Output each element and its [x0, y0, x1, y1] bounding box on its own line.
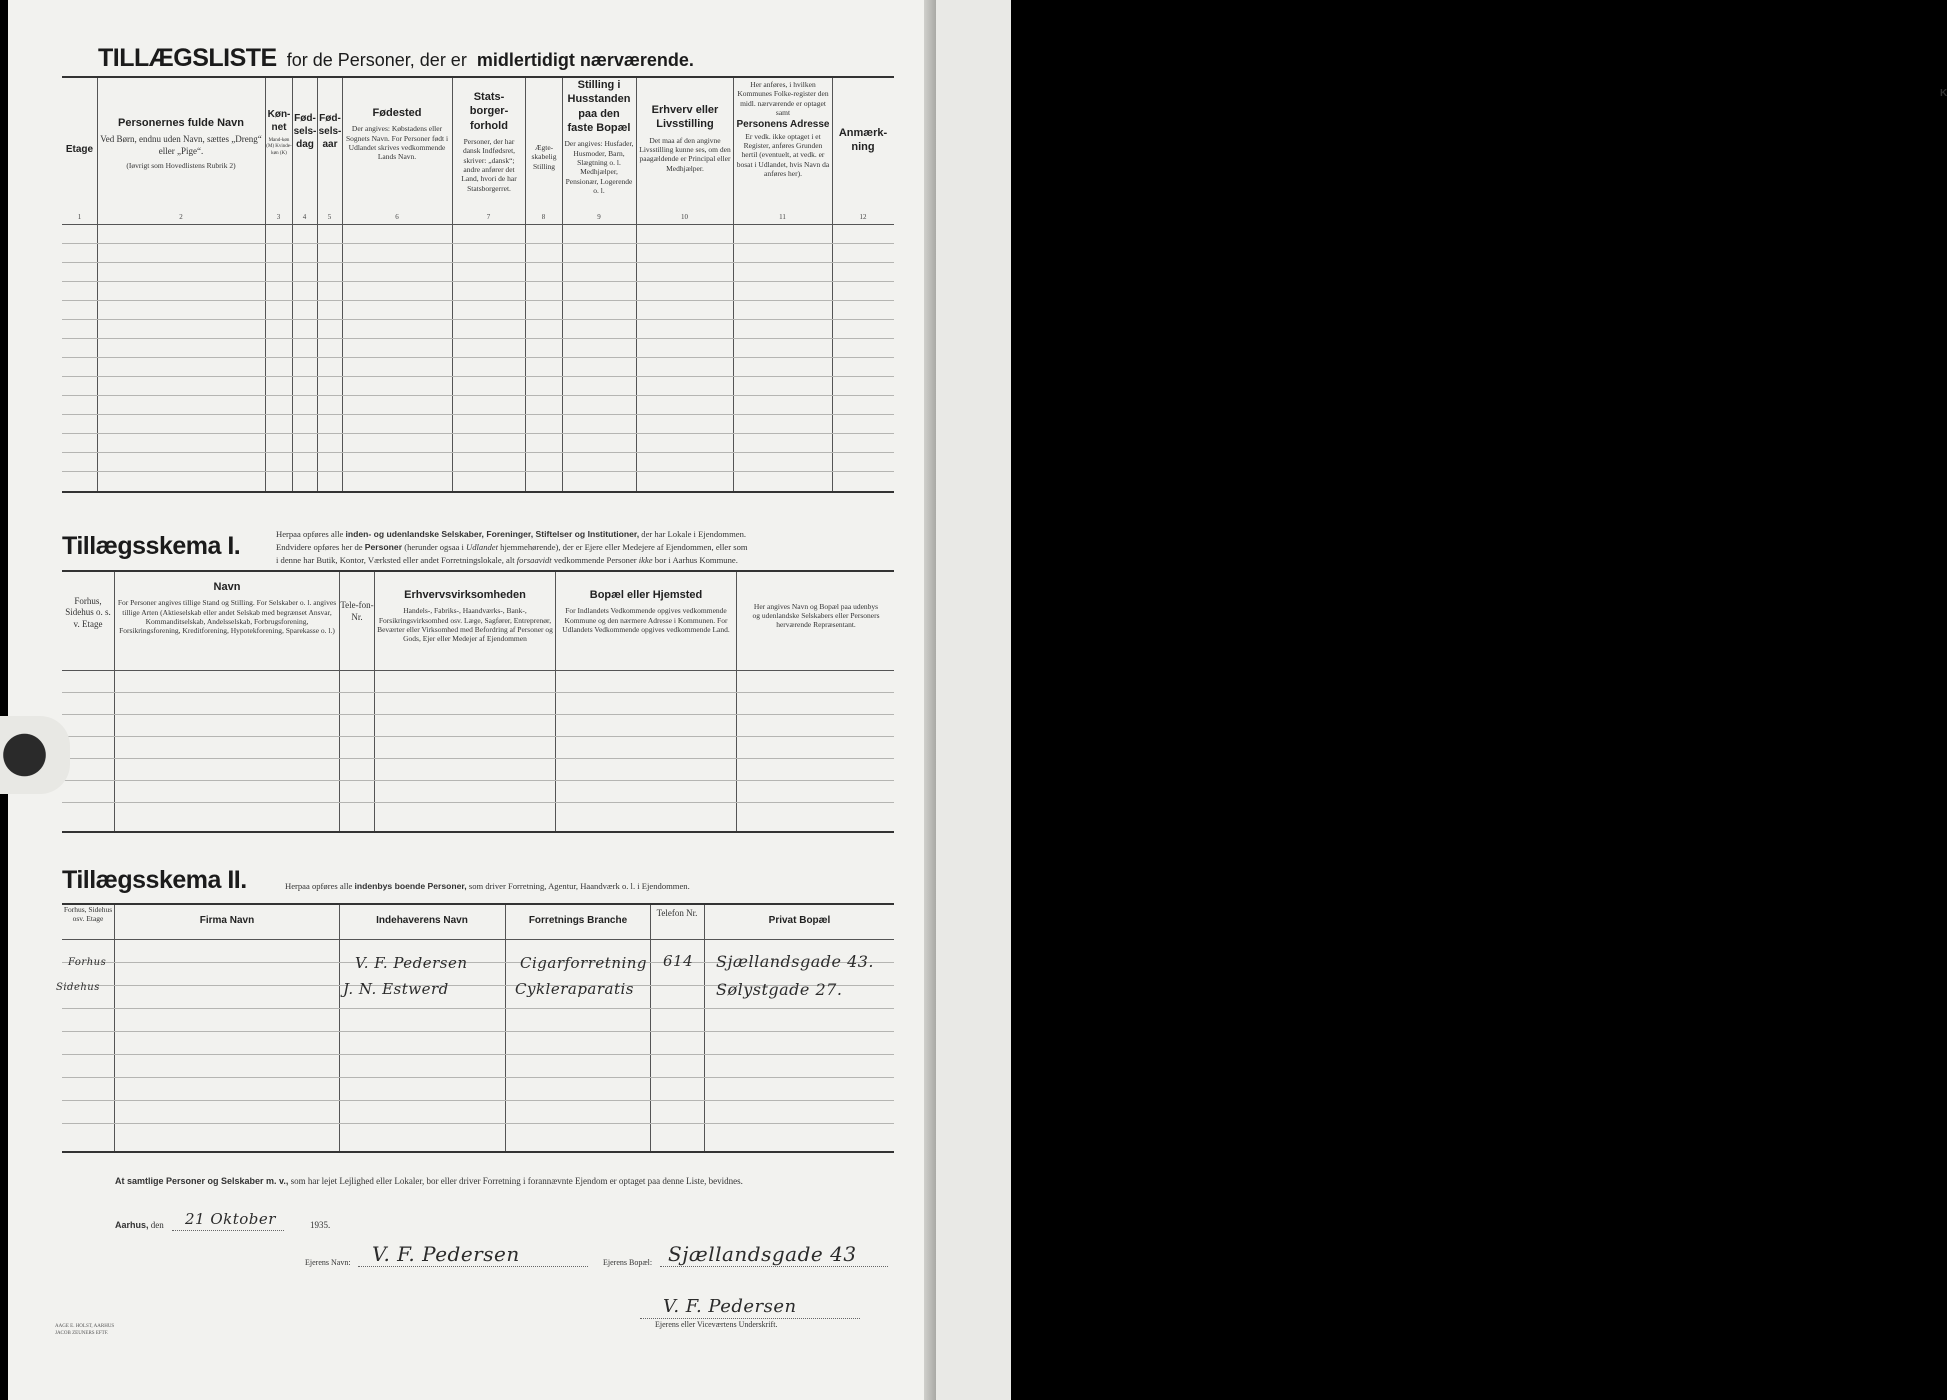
intro-italic: Udlandet — [466, 541, 498, 552]
year-label: 1935. — [310, 1220, 331, 1230]
table-row — [62, 452, 894, 453]
table-row — [62, 471, 894, 472]
col-header-subtitle: Der angives: Købstadens eller Sognets Navn. For Personer født i Udlandet skrives vedkommende Lands Navn. — [345, 124, 449, 162]
col-divider — [97, 78, 98, 491]
table-row — [62, 802, 894, 803]
skema2-top-rule — [62, 903, 894, 905]
skema2-col-etage: Forhus, Sidehus osv. Etage — [63, 905, 113, 923]
skema2-col-bopael — [707, 914, 892, 927]
col-number: 3 — [276, 213, 281, 221]
col-divider — [733, 78, 734, 491]
row-2-indehaver: J. N. Estwerd — [343, 980, 449, 998]
col-divider — [650, 905, 651, 1151]
intro-bold: inden- og udenlandske Selskaber, Foreninger, Stiftelser og Institutioner, — [345, 529, 640, 539]
printer-line: AAGE E. HOLST, AARHUS — [55, 1324, 115, 1329]
col-header-aegteskab — [526, 143, 562, 171]
col-header-title: Erhverv eller Livsstilling — [651, 104, 719, 131]
col-header-title: Etage — [65, 144, 94, 155]
intro-text: som driver Forretning, Agentur, Haandværk o. l. i Ejendommen. — [468, 881, 690, 891]
signature-line — [640, 1318, 860, 1319]
skema1-col-bopael — [558, 588, 734, 634]
col-header-subtitle: For Indlandets Vedkommende opgives vedkommende Kommune og den nærmere Adresse i Kommunen. For Udlandets Vedkommende opgives vedkommende Land. — [562, 606, 730, 635]
col-header-fodselsaar — [318, 112, 342, 151]
page-edge — [924, 0, 936, 1400]
col-header-title: Stats-borger-forhold — [469, 91, 509, 132]
col-header-title: Anmærk-ning — [838, 127, 888, 154]
skema1-intro — [276, 528, 896, 567]
col-header-title: Privat Bopæl — [768, 915, 831, 926]
col-header-erhverv — [639, 103, 731, 173]
col-header-title: Indehaverens Navn — [376, 915, 468, 926]
place-name: Aarhus, — [115, 1220, 149, 1230]
title-main: TILLÆGSLISTE — [98, 44, 277, 72]
col-number: 5 — [327, 213, 332, 221]
row-1-indehaver: V. F. Pedersen — [355, 954, 468, 972]
intro-text: hjemmehørende), der er Ejere eller Medejere af Ejendommen, eller som — [500, 541, 748, 552]
col-divider — [636, 78, 637, 491]
col-divider — [505, 905, 506, 1151]
col-header-title: Firma Navn — [199, 915, 255, 926]
col-header-title: Ægte-skabelig Stilling — [531, 143, 557, 171]
intro-text: (herunder ogsaa i — [404, 541, 464, 552]
owner-address-label: Ejerens Bopæl: — [603, 1258, 653, 1267]
table-row — [62, 780, 894, 781]
signature-label: Ejerens eller Viceværtens Underskrift. — [655, 1320, 778, 1329]
skema2-col-telefon: Telefon Nr. — [656, 908, 698, 918]
table-row — [62, 338, 894, 339]
col-number: 1 — [77, 213, 82, 221]
col-divider — [555, 572, 556, 831]
table-row — [62, 714, 894, 715]
col-header-subtitle: Handels-, Fabriks-, Haandværks-, Bank-, Forsikringsvirksomhed osv. Læge, Sagfører, Entreprenør, Beværter eller Virksomhed med Befordring af Personer og Gods, Ejer eller Medejer af Ejendommen — [377, 606, 553, 644]
col-divider — [736, 572, 737, 831]
col-header-statsborger — [455, 90, 523, 193]
printer-line: JACOB ZEUNERS EFTF. — [55, 1330, 109, 1336]
row-1-branche: Cigarforretning — [520, 954, 648, 972]
skema1-col-erhverv — [377, 588, 553, 644]
intro-italic: ikke — [638, 554, 653, 565]
col-header-subtitle: Der angives: Husfader, Husmoder, Barn, Slægtning o. l. Medhjælper, Pensionær, Logerende o. l. — [564, 139, 634, 196]
date-prefix: den — [150, 1220, 164, 1230]
intro-text: bor i Aarhus Kommune. — [654, 554, 738, 565]
col-header-title: Navn — [213, 581, 241, 593]
row-2-etage: Sidehus — [56, 982, 100, 993]
col-divider — [114, 572, 115, 831]
col-number: 12 — [859, 213, 867, 221]
table-row — [62, 243, 894, 244]
main-table-bottom-rule — [62, 491, 894, 493]
form-page — [8, 0, 936, 1400]
table-row — [62, 262, 894, 263]
row-2-branche: Cykleraparatis — [515, 980, 635, 998]
skema1-title: Tillægsskema I. — [62, 532, 241, 560]
attestation-bold: At samtlige Personer og Selskaber m. v., — [115, 1176, 289, 1186]
scanner-thumb — [0, 716, 70, 794]
skema2-bottom-rule — [62, 1151, 894, 1153]
skema2-col-indehaver — [342, 914, 502, 927]
adjacent-page — [936, 0, 1947, 1400]
skema1-top-rule — [62, 570, 894, 572]
col-header-subtitle: Personer, der har dansk Indfødsret, skriver: „dansk“; andre anfører det Land, hvori de har Statsborgerret. — [461, 136, 517, 193]
attestation-rest: som har lejet Lejlighed eller Lokaler, bor eller driver Forretning i forannævnte Ejendom er optaget paa denne Liste, bevidnes. — [290, 1176, 743, 1186]
col-header-note: (Iøvrigt som Hovedlistens Rubrik 2) — [126, 160, 236, 170]
col-header-title: Stilling i Husstanden paa den faste Bopæl — [567, 79, 631, 134]
col-divider — [562, 78, 563, 491]
intro-italic: forsaavidt — [516, 554, 552, 565]
skema2-header-rule — [62, 939, 894, 940]
col-number: 6 — [395, 213, 399, 221]
row-1-etage: Forhus — [68, 957, 107, 968]
title-emphasis: midlertidigt nærværende. — [476, 50, 694, 70]
col-number: 11 — [779, 213, 786, 221]
table-row — [62, 1100, 894, 1101]
skema1-col-repr: Her angives Navn og Bopæl paa udenbys og udenlandske Selskabers eller Personers herværende Repræsentant. — [752, 602, 880, 629]
skema2-intro — [285, 880, 905, 893]
table-row — [62, 433, 894, 434]
col-header-anmaerkning — [834, 126, 892, 155]
col-header-title: Køn-net — [267, 109, 291, 133]
col-number: 8 — [541, 213, 546, 221]
intro-text: vedkommende Personer — [553, 554, 637, 565]
table-row — [62, 1077, 894, 1078]
col-header-subtitle: For Personer angives tillige Stand og Stilling. For Selskaber o. l. angives tillige Arten (Aktieselskab eller andet Selskab med begrænset Ansvar, Kommanditselskab, Andelsselskab, Forbrugsforening, Forsikringsforening, Kreditforening, Hypotekforening, Sparekasse o. l.) — [117, 598, 337, 636]
date-value: 21 Oktober — [185, 1210, 276, 1228]
col-number: 9 — [597, 213, 601, 221]
row-1-telefon: 614 — [663, 952, 694, 970]
table-row — [62, 414, 894, 415]
table-row — [62, 1031, 894, 1032]
owner-name-label: Ejerens Navn: — [305, 1258, 351, 1267]
col-header-title: Personernes fulde Navn — [118, 117, 244, 129]
col-divider — [339, 905, 340, 1151]
intro-bold: indenbys boende Personer, — [354, 881, 467, 891]
place-label — [115, 1220, 164, 1230]
table-row — [62, 357, 894, 358]
col-header-navn — [100, 116, 262, 170]
intro-text: Endvidere opføres her de — [276, 541, 363, 552]
table-row — [62, 300, 894, 301]
col-header-subtitle: Det maa af den angivne Livsstilling kunne ses, om den paagældende er Principal eller Medhjælper. — [639, 135, 731, 173]
table-row — [62, 281, 894, 282]
intro-bold: Personer — [364, 541, 403, 552]
skema1-bottom-rule — [62, 831, 894, 833]
col-number: 4 — [302, 213, 307, 221]
col-header-pretext: Her anføres, i hvilken Kommunes Folke-register den midl. nærværende er optaget samt — [737, 80, 829, 118]
col-header-title: Fød-sels-dag — [293, 113, 317, 150]
col-header-title: Fødested — [372, 107, 422, 119]
col-header-title: Forretnings Branche — [528, 915, 628, 926]
header-rule — [62, 76, 894, 78]
adjacent-page-mark: K — [1940, 88, 1947, 99]
col-header-kon — [266, 108, 292, 157]
col-header-title: Personens Adresse — [736, 118, 830, 130]
table-row — [62, 1123, 894, 1124]
col-divider — [114, 905, 115, 1151]
title-middle: for de Personer, der er — [286, 50, 467, 70]
col-number: 7 — [486, 213, 491, 221]
col-header-fodested — [345, 106, 449, 162]
col-header-subtitle: Ved Børn, endnu uden Navn, sættes „Dreng“ eller „Pige“. — [100, 134, 262, 156]
col-header-title: Fød-sels-aar — [318, 113, 342, 150]
col-header-stilling — [564, 78, 634, 195]
table-row — [62, 692, 894, 693]
skema1-col-etage: Forhus, Sidehus o. s. v. Etage — [65, 596, 111, 629]
date-line — [172, 1230, 284, 1231]
skema1-col-telefon: Tele-fon-Nr. — [340, 600, 374, 622]
col-divider — [704, 905, 705, 1151]
col-number: 10 — [681, 213, 688, 221]
table-row — [62, 1008, 894, 1009]
owner-address-value: Sjællandsgade 43 — [668, 1242, 857, 1266]
col-number: 2 — [179, 213, 183, 221]
page-title — [98, 44, 898, 74]
row-2-bopael: Sølystgade 27. — [716, 980, 843, 999]
row-1-bopael: Sjællandsgade 43. — [716, 952, 875, 971]
owner-name-value: V. F. Pedersen — [372, 1242, 520, 1266]
col-header-title: Bopæl eller Hjemsted — [589, 589, 703, 601]
intro-text: i denne har Butik, Kontor, Værksted eller andet Forretningslokale, alt — [276, 554, 515, 565]
col-divider — [832, 78, 833, 491]
main-table-header-rule — [62, 224, 894, 225]
intro-text: der har Lokale i Ejendommen. — [641, 529, 747, 539]
table-row — [62, 1054, 894, 1055]
owner-address-line — [660, 1266, 888, 1267]
col-header-title: Erhvervsvirksomheden — [404, 589, 526, 601]
table-row — [62, 395, 894, 396]
skema2-col-branche — [508, 914, 648, 927]
col-divider — [374, 572, 375, 831]
table-row — [62, 376, 894, 377]
col-header-etage — [62, 143, 97, 156]
table-row — [62, 758, 894, 759]
skema2-title: Tillægsskema II. — [62, 866, 247, 894]
col-divider — [452, 78, 453, 491]
owner-name-line — [358, 1266, 588, 1267]
col-header-subtitle: Er vedk. ikke optaget i et Register, anføres Grunden hertil (eventuelt, at vedk. er bosat i Udlandet, hvis Navn da anføres her). — [736, 131, 830, 178]
skema2-col-firma — [117, 914, 337, 927]
col-header-subtitle: Mand-køn (M) Kvinde-køn (K) — [266, 138, 292, 156]
skema1-col-navn — [117, 580, 337, 636]
skema1-header-rule — [62, 670, 894, 671]
col-header-adresse — [735, 80, 831, 178]
table-row — [62, 736, 894, 737]
printer-imprint — [55, 1324, 114, 1337]
intro-text: Herpaa opføres alle — [285, 881, 353, 891]
col-divider — [525, 78, 526, 491]
col-divider — [342, 78, 343, 491]
intro-text: Herpaa opføres alle — [276, 529, 344, 539]
table-row — [62, 319, 894, 320]
col-header-fodselsdag — [293, 112, 317, 151]
signature-value: V. F. Pedersen — [663, 1296, 797, 1317]
attestation-text — [115, 1176, 885, 1186]
